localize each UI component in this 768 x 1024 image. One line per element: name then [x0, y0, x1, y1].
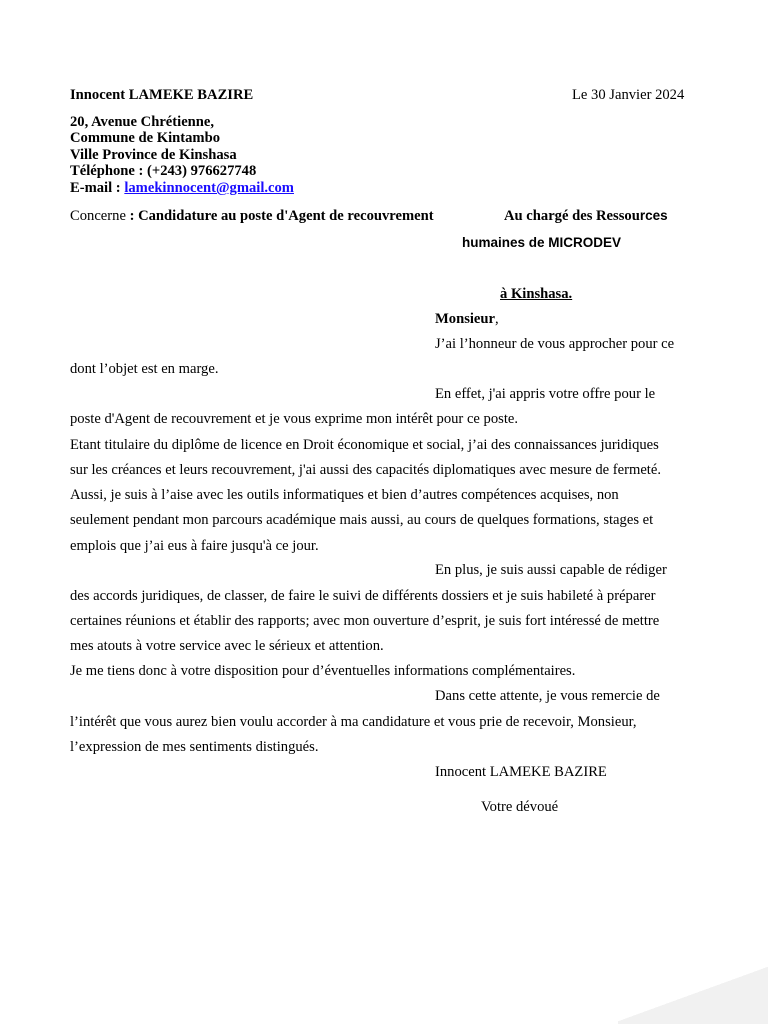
address-city: Ville Province de Kinshasa [70, 147, 237, 163]
salutation-word: Monsieur [435, 311, 495, 327]
body-line: des accords juridiques, de classer, de faire le suivi de différents dossiers et je suis habileté à préparer [70, 588, 656, 604]
body-line: Dans cette attente, je vous remercie de [435, 688, 660, 704]
recipient-title-part2: rces [639, 208, 668, 223]
salutation-punct: , [495, 311, 499, 327]
body-line: l’intérêt que vous aurez bien voulu accorder à ma candidature et vous prie de recevoir, Monsieur, [70, 714, 637, 730]
body-line: l’expression de mes sentiments distingués. [70, 739, 319, 755]
closing-phrase: Votre dévoué [481, 799, 559, 815]
body-line: En effet, j'ai appris votre offre pour le [435, 386, 656, 402]
body-line: seulement pendant mon parcours académique mais aussi, au cours de quelques formations, stages et [70, 512, 654, 528]
body-line: Je me tiens donc à votre disposition pour d’éventuelles informations complémentaires. [70, 663, 576, 679]
body-line: Etant titulaire du diplôme de licence en Droit économique et social, j’ai des connaissances juridiques [70, 437, 659, 453]
body-line: J’ai l’honneur de vous approcher pour ce [435, 336, 675, 352]
body-line: poste d'Agent de recouvrement et je vous exprime mon intérêt pour ce poste. [70, 411, 519, 427]
body-line: En plus, je suis aussi capable de rédiger [435, 562, 667, 578]
address-street: 20, Avenue Chrétienne, [70, 114, 215, 130]
address-commune: Commune de Kintambo [70, 130, 220, 146]
recipient-title [504, 208, 668, 225]
subject-text: : Candidature au poste d'Agent de recouvrement [129, 208, 434, 224]
body-line: certaines réunions et établir des rapports; avec mon ouverture d’esprit, je suis fort intéressé de mettre [70, 613, 660, 629]
body-line: mes atouts à votre service avec le sérieux et attention. [70, 638, 384, 654]
body-line: sur les créances et leurs recouvrement, j'ai aussi des capacités diplomatiques avec mesure de fermeté. [70, 462, 661, 478]
body-line: dont l’objet est en marge. [70, 361, 219, 377]
salutation [435, 311, 499, 328]
letter-date: Le 30 Janvier 2024 [572, 87, 685, 103]
body-line: emplois que j’ai eus à faire jusqu'à ce jour. [70, 538, 319, 554]
recipient-company: humaines de MICRODEV [462, 235, 622, 250]
phone-number: Téléphone : (+243) 976627748 [70, 163, 257, 179]
signature-name: Innocent LAMEKE BAZIRE [435, 764, 607, 780]
body-line: Aussi, je suis à l’aise avec les outils informatiques et bien d’autres compétences acquises, non [70, 487, 619, 503]
email-link[interactable]: lamekinnocent@gmail.com [124, 180, 294, 196]
page-corner-shadow [618, 964, 768, 1024]
subject-line [70, 208, 434, 225]
email-label: E-mail : [70, 180, 121, 196]
recipient-title-part1: Au chargé des Ressou [504, 208, 640, 224]
sender-name: Innocent LAMEKE BAZIRE [70, 87, 254, 103]
email-line [70, 180, 294, 197]
subject-label: Concerne [70, 208, 126, 224]
recipient-city: à Kinshasa. [500, 286, 573, 302]
